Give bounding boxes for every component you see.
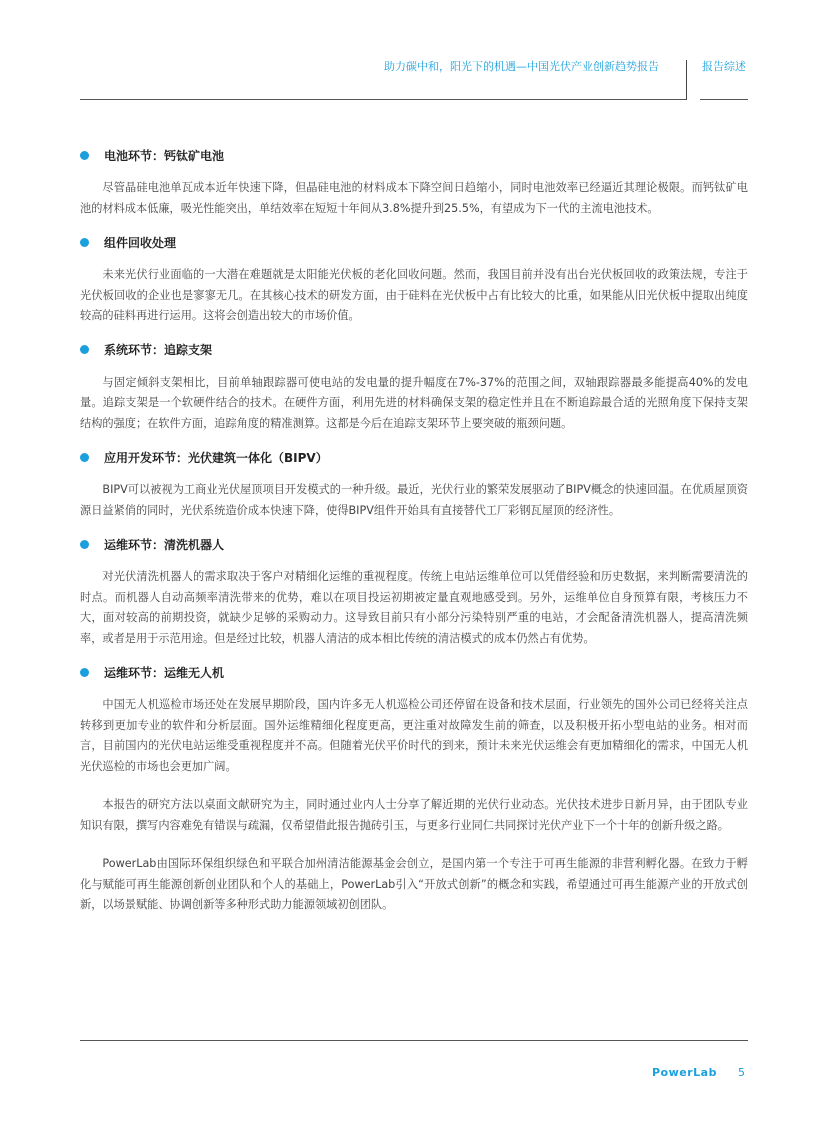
section-paragraph: BIPV可以被视为工商业光伏屋顶项目开发模式的一种升级。最近，光伏行业的繁荣发展驱动了BIPV概念的快速回温。在优质屋顶资源日益紧俏的同时，光伏系统造价成本快速下降，使得BIPV组件开始具有直接替代工厂彩钢瓦屋顶的经济性。 xyxy=(80,483,748,517)
section-label: 报告综述 xyxy=(702,60,746,73)
section-heading xyxy=(80,533,748,555)
bullet-dot-icon xyxy=(80,345,89,354)
section-heading-text: 组件回收处理 xyxy=(104,235,177,250)
bullet-dot-icon xyxy=(80,540,89,549)
section-heading-text: 应用开发环节：光伏建筑一体化（BIPV） xyxy=(104,450,328,465)
footer-brand: PowerLab xyxy=(652,1066,717,1079)
main-content xyxy=(80,144,748,928)
section-paragraph: 与固定倾斜支架相比，目前单轴跟踪器可使电站的发电量的提升幅度在7%-37%的范围之间，双轴跟踪器最多能提高40%的发电量。追踪支架是一个软硬件结合的技术。在硬件方面，利用先进的材料确保支架的稳定性并且在不断追踪最合适的光照角度下保持支架结构的强度；在软件方面，追踪角度的精准测算。这都是今后在追踪支架环节上要突破的瓶颈问题。 xyxy=(80,375,748,430)
bullet-dot-icon xyxy=(80,151,89,160)
header-rule-short xyxy=(700,99,748,100)
section-heading xyxy=(80,231,748,253)
section-paragraph: 对光伏清洗机器人的需求取决于客户对精细化运维的重视程度。传统上电站运维单位可以凭借经验和历史数据，来判断需要清洗的时点。而机器人自动高频率清洗带来的优势，难以在项目投运初期被定量直观地感受到。另外，运维单位自身预算有限，考核压力不大，面对较高的前期投资，就缺少足够的采购动力。这导致目前只有小部分污染特别严重的电站，才会配备清洗机器人，提高清洗频率，或者是用于示范用途。但是经过比较，机器人清洁的成本相比传统的清洁模式的成本仍然占有优势。 xyxy=(80,570,748,645)
footer-rule xyxy=(80,1040,748,1041)
report-title: 助力碳中和，阳光下的机遇—中国光伏产业创新趋势报告 xyxy=(384,60,659,73)
section-heading-text: 电池环节：钙钛矿电池 xyxy=(104,148,225,163)
section-paragraph: 未来光伏行业面临的一大潜在难题就是太阳能光伏板的老化回收问题。然而，我国目前并没有出台光伏板回收的政策法规，专注于光伏板回收的企业也是寥寥无几。在其核心技术的研发方面，由于硅料在光伏板中占有比较大的比重，如果能从旧光伏板中提取出纯度较高的硅料再进行运用。这将会创造出较大的市场价值。 xyxy=(80,268,748,322)
header-rule xyxy=(80,99,686,100)
section-paragraph: 尽管晶硅电池单瓦成本近年快速下降，但晶硅电池的材料成本下降空间日趋缩小，同时电池效率已经逼近其理论极限。而钙钛矿电池的材料成本低廉，吸光性能突出，单结效率在短短十年间从3.8%提升到25.5%，有望成为下一代的主流电池技术。 xyxy=(80,181,748,215)
closing-paragraph-powerlab: PowerLab由国际环保组织绿色和平联合加州清洁能源基金会创立，是国内第一个专注于可再生能源的非营利孵化器。在致力于孵化与赋能可再生能源创新创业团队和个人的基础上，PowerLab引入“开放式创新”的概念和实践，希望通过可再生能源产业的开放式创新，以场景赋能、协调创新等多种形式助力能源领域初创团队。 xyxy=(80,857,748,911)
section-heading-text: 运维环节：清洗机器人 xyxy=(104,537,225,552)
closing-paragraph-method: 本报告的研究方法以桌面文献研究为主，同时通过业内人士分享了解近期的光伏行业动态。光伏技术进步日新月异，由于团队专业知识有限，撰写内容难免有错误与疏漏，仅希望借此报告抛砖引玉，与更多行业同仁共同探讨光伏产业下一个十年的创新升级之路。 xyxy=(80,798,748,832)
section-heading xyxy=(80,144,748,166)
bullet-dot-icon xyxy=(80,453,89,462)
bullet-dot-icon xyxy=(80,238,89,247)
section-heading xyxy=(80,446,748,468)
page-number: 5 xyxy=(738,1066,745,1079)
header-divider xyxy=(686,60,687,100)
section-heading-text: 运维环节：运维无人机 xyxy=(104,665,225,680)
section-heading-text: 系统环节：追踪支架 xyxy=(104,343,213,357)
section-heading xyxy=(80,661,748,683)
bullet-dot-icon xyxy=(80,668,89,677)
section-heading xyxy=(80,339,748,361)
section-paragraph: 中国无人机巡检市场还处在发展早期阶段，国内许多无人机巡检公司还停留在设备和技术层面，行业领先的国外公司已经将关注点转移到更加专业的软件和分析层面。国外运维精细化程度更高，更注重对故障发生前的筛查，以及积极开拓小型电站的业务。相对而言，目前国内的光伏电站运维受重视程度并不高。但随着光伏平价时代的到来，预计未来光伏运维会有更加精细化的需求，中国无人机光伏巡检的市场也会更加广阔。 xyxy=(80,698,748,773)
